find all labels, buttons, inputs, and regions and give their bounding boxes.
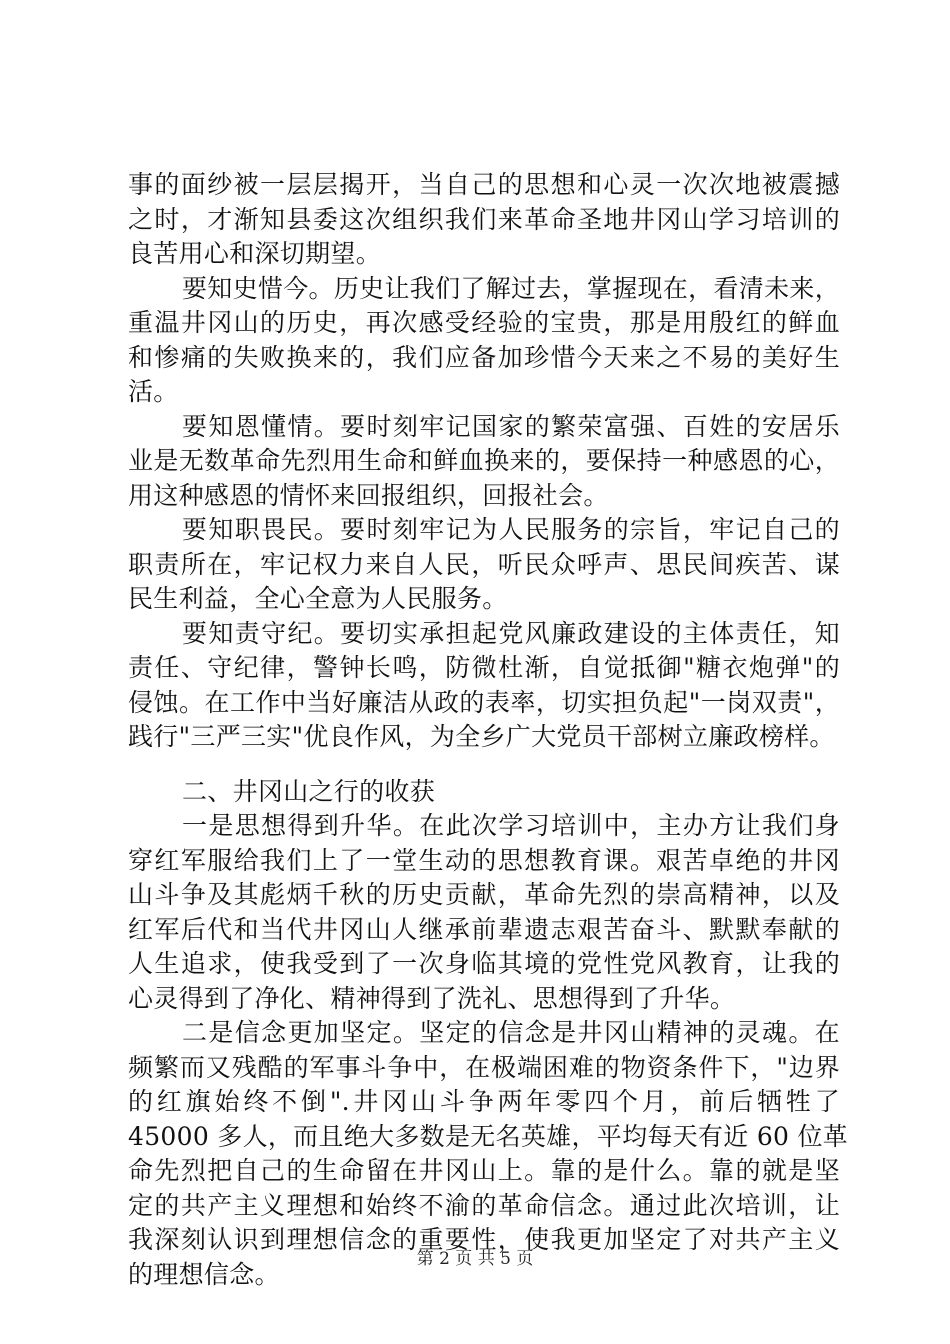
text-line: 红军后代和当代井冈山人继承前辈遗志艰苦奋斗、默默奉献的 xyxy=(128,914,840,944)
paragraph xyxy=(128,617,840,755)
text-line: 践行"三严三实"优良作风，为全乡广大党员干部树立廉政榜样。 xyxy=(128,722,835,751)
text-line: 事的面纱被一层层揭开，当自己的思想和心灵一次次地被震撼 xyxy=(128,170,840,199)
text-line: 命先烈把自己的生命留在井冈山上。靠的是什么。靠的就是坚 xyxy=(128,1156,840,1185)
section-spacer xyxy=(128,755,840,775)
paragraph xyxy=(128,410,840,514)
text-line: 要知职畏民。要时刻牢记为人民服务的宗旨，牢记自己的 xyxy=(182,515,840,544)
paragraph xyxy=(128,272,840,410)
text-line: 二是信念更加坚定。坚定的信念是井冈山精神的灵魂。在 xyxy=(182,1018,840,1047)
text-line: 要知史惜今。历史让我们了解过去，掌握现在，看清未来， xyxy=(182,273,840,303)
text-line: 责任、守纪律，警钟长鸣，防微杜渐，自觉抵御"糖衣炮弹"的 xyxy=(128,653,840,682)
text-line: 要知责守纪。要切实承担起党风廉政建设的主体责任，知 xyxy=(182,618,840,648)
text-line: 侵蚀。在工作中当好廉洁从政的表率，切实担负起"一岗双责"， xyxy=(128,687,840,717)
paragraph xyxy=(128,168,840,272)
text-line: 重温井冈山的历史，再次感受经验的宝贵，那是用殷红的鲜血 xyxy=(128,308,840,337)
paragraph xyxy=(128,513,840,617)
text-line: 山斗争及其彪炳千秋的历史贡献，革命先烈的崇高精神，以及 xyxy=(128,880,840,909)
text-line: 职责所在，牢记权力来自人民，听民众呼声、思民间疾苦、谋 xyxy=(128,549,840,579)
document-body xyxy=(128,168,849,1292)
paragraph xyxy=(128,809,840,1016)
text-line: 一是思想得到升华。在此次学习培训中，主办方让我们身 xyxy=(182,811,840,840)
text-line: 和惨痛的失败换来的，我们应备加珍惜今天来之不易的美好生 xyxy=(128,342,840,372)
page-footer: 第 2 页 共 5 页 xyxy=(416,1249,534,1269)
text-line: 的理想信念。 xyxy=(128,1259,280,1289)
text-line: 穿红军服给我们上了一堂生动的思想教育课。艰苦卓绝的井冈 xyxy=(128,845,840,875)
section-heading: 二、井冈山之行的收获 xyxy=(182,776,436,806)
text-line: 我深刻认识到理想信念的重要性，使我更加坚定了对共产主义 xyxy=(128,1225,840,1254)
text-line: 活。 xyxy=(128,377,179,406)
text-line: 心灵得到了净化、精神得到了洗礼、思想得到了升华。 xyxy=(128,983,736,1013)
text-line: 的红旗始终不倒".井冈山斗争两年零四个月，前后牺牲了 xyxy=(128,1087,840,1116)
text-line: 要知恩懂情。要时刻牢记国家的繁荣富强、百姓的安居乐 xyxy=(182,411,840,441)
text-line: 良苦用心和深切期望。 xyxy=(128,239,382,268)
text-line: 业是无数革命先烈用生命和鲜血换来的，要保持一种感恩的心， xyxy=(128,446,840,475)
text-line: 人生追求，使我受到了一次身临其境的党性党风教育，让我的 xyxy=(128,949,840,978)
text-line: 用这种感恩的情怀来回报组织，回报社会。 xyxy=(128,480,609,510)
text-line: 45000 多人，而且绝大多数是无名英雄，平均每天有近 60 位革 xyxy=(128,1121,849,1151)
text-line: 定的共产主义理想和始终不渝的革命信念。通过此次培训，让 xyxy=(128,1190,840,1220)
text-line: 民生利益，全心全意为人民服务。 xyxy=(128,584,508,613)
text-line: 之时，才渐知县委这次组织我们来革命圣地井冈山学习培训的 xyxy=(128,204,840,234)
text-line: 频繁而又残酷的军事斗争中，在极端困难的物资条件下，"边界 xyxy=(128,1052,840,1082)
